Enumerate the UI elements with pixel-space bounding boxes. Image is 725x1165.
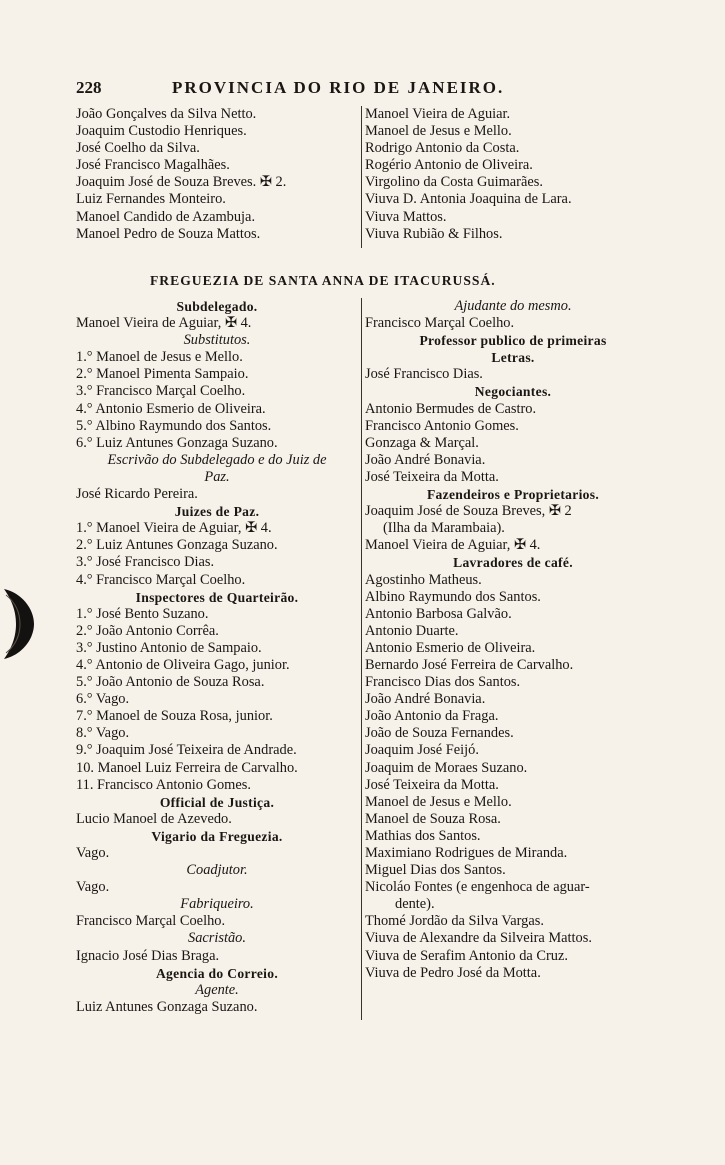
list-entry: Manoel de Jesus e Mello. [365,123,512,140]
list-entry: 4.° Antonio de Oliveira Gago, junior. [76,656,290,673]
list-entry: Maximiano Rodrigues de Miranda. [365,845,568,861]
list-entry: Manoel Vieira de Aguiar, ✠ 4. [365,537,541,554]
list-entry: Antonio Barbosa Galvão. [365,605,512,622]
section-title: FREGUEZIA DE SANTA ANNA DE ITACURUSSÁ. [150,273,496,288]
section-heading: Vigario da Freguezia. [151,828,283,844]
page-header [76,78,571,102]
list-entry: 10. Manoel Luiz Ferreira de Carvalho. [76,759,298,776]
list-entry: 6.° Vago. [76,691,130,708]
list-entry: Viuva Mattos. [365,208,447,225]
top-list-right [365,106,665,243]
list-entry: 9.° Joaquim José Teixeira de Andrade. [76,742,297,759]
list-entry: 2.° João Antonio Corrêa. [76,622,219,639]
section-heading: Negociantes. [474,384,552,400]
list-entry: Viuva D. Antonia Joaquina de Lara. [365,191,572,208]
list-entry: Thomé Jordão da Silva Vargas. [365,913,544,930]
list-entry: Manoel de Souza Rosa. [365,810,501,827]
list-entry: José Teixeira da Motta. [365,776,499,793]
list-entry: 3.° Justino Antonio de Sampaio. [76,639,262,656]
list-entry: Francisco Marçal Coelho. [76,913,226,930]
role-heading: Coadjutor. [186,862,248,879]
list-entry: 7.° Manoel de Souza Rosa, junior. [76,708,273,725]
list-entry: João Gonçalves da Silva Netto. [76,106,257,122]
role-heading: Escrivão do Subdelegado e do Juiz de [107,451,327,468]
list-entry: Miguel Dias dos Santos. [365,862,506,879]
role-heading: Sacristão. [188,930,246,947]
list-entry: Gonzaga & Marçal. [365,434,479,451]
section-heading: Juizes de Paz. [174,504,260,520]
list-entry: Antonio Duarte. [365,622,459,639]
list-entry: Viuva Rubião & Filhos. [365,225,503,242]
list-entry: Virgolino da Costa Guimarães. [365,174,543,191]
list-entry: Viuva de Pedro José da Motta. [365,964,541,981]
list-entry: Vago. [76,879,110,896]
list-entry: Viuva de Serafim Antonio da Cruz. [365,947,568,964]
section-heading: Fazendeiros e Proprietarios. [426,487,600,503]
list-entry: José Ricardo Pereira. [76,486,198,503]
list-entry: Lucio Manoel de Azevedo. [76,810,232,827]
list-entry: 1.° Manoel de Jesus e Mello. [76,349,243,366]
list-entry: Rodrigo Antonio da Costa. [365,140,520,157]
list-entry: Ignacio José Dias Braga. [76,947,220,964]
list-entry: Joaquim de Moraes Suzano. [365,759,528,776]
list-entry: João André Bonavia. [365,691,486,708]
column-divider-main [361,298,362,1020]
list-entry: José Coelho da Silva. [76,140,200,157]
list-entry: Luiz Antunes Gonzaga Suzano. [76,998,258,1015]
page-title: PROVINCIA DO RIO DE JANEIRO. [172,78,505,97]
list-entry: João Antonio da Fraga. [365,708,499,725]
list-entry: 8.° Vago. [76,725,130,742]
list-entry: José Teixeira da Motta. [365,468,499,485]
left-column [76,298,358,1016]
list-entry: dente). [395,896,435,913]
list-entry: 4.° Antonio Esmerio de Oliveira. [76,400,266,417]
list-entry: 3.° José Francisco Dias. [76,554,215,571]
list-entry: 1.° José Bento Suzano. [76,605,209,622]
role-heading: Agente. [195,981,239,998]
list-entry: Manoel Vieira de Aguiar. [365,106,511,122]
list-entry: Manoel Pedro de Souza Mattos. [76,225,261,242]
list-entry: Albino Raymundo dos Santos. [365,588,541,605]
role-heading: Paz. [204,468,230,485]
list-entry: 11. Francisco Antonio Gomes. [76,776,251,793]
list-entry: 3.° Francisco Marçal Coelho. [76,383,246,400]
list-entry: Bernardo José Ferreira de Carvalho. [365,656,574,673]
role-heading: Fabriqueiro. [180,896,254,913]
list-entry: 4.° Francisco Marçal Coelho. [76,571,246,588]
section-heading: Inspectores de Quarteirão. [135,589,299,605]
list-entry: 5.° João Antonio de Souza Rosa. [76,674,265,691]
list-entry: José Francisco Magalhães. [76,157,230,174]
section-heading: Lavradores de café. [453,555,573,571]
list-entry: Joaquim José de Souza Breves. ✠ 2. [76,174,287,191]
section-heading: Agencia do Correio. [155,965,279,981]
section-heading: Subdelegado. [176,299,258,314]
list-entry: Francisco Antonio Gomes. [365,417,519,434]
list-entry: Manoel Candido de Azambuja. [76,208,256,225]
list-entry: Rogério Antonio de Oliveira. [365,157,533,174]
list-entry: 2.° Manoel Pimenta Sampaio. [76,366,249,383]
section-heading: Letras. [491,350,535,366]
list-entry: João André Bonavia. [365,451,486,468]
list-entry: 5.° Albino Raymundo dos Santos. [76,417,272,434]
list-entry: Nicoláo Fontes (e engenhoca de aguar- [365,879,590,896]
section-heading: Professor publico de primeiras [419,333,607,349]
list-entry: Francisco Dias dos Santos. [365,674,521,691]
list-entry: Vago. [76,845,110,861]
list-entry: Agostinho Matheus. [365,571,482,588]
role-heading: Substitutos. [183,332,251,349]
list-entry: Joaquim José de Souza Breves, ✠ 2 [365,503,572,520]
list-entry: 1.° Manoel Vieira de Aguiar, ✠ 4. [76,520,272,537]
page-number: 228 [76,78,102,97]
list-entry: Luiz Fernandes Monteiro. [76,191,226,208]
list-entry: Manoel de Jesus e Mello. [365,793,512,810]
list-entry: Joaquim José Feijó. [365,742,479,759]
list-entry: José Francisco Dias. [365,366,483,383]
list-entry: Manoel Vieira de Aguiar, ✠ 4. [76,315,252,332]
list-entry: Mathias dos Santos. [365,827,481,844]
section-heading: Official de Justiça. [159,794,275,810]
list-entry: Antonio Esmerio de Oliveira. [365,639,536,656]
printer-ornament-icon [2,583,36,665]
list-entry: (Ilha da Marambaia). [383,520,505,537]
column-divider-top [361,106,362,248]
list-entry: João de Souza Fernandes. [365,725,514,742]
role-heading: Ajudante do mesmo. [454,298,572,314]
list-entry: Joaquim Custodio Henriques. [76,123,247,140]
list-entry: 6.° Luiz Antunes Gonzaga Suzano. [76,434,278,451]
list-entry: 2.° Luiz Antunes Gonzaga Suzano. [76,537,278,554]
right-column [365,298,661,982]
list-entry: Antonio Bermudes de Castro. [365,400,537,417]
list-entry: Francisco Marçal Coelho. [365,315,515,332]
list-entry: Viuva de Alexandre da Silveira Mattos. [365,930,592,947]
top-list-left [76,106,356,243]
